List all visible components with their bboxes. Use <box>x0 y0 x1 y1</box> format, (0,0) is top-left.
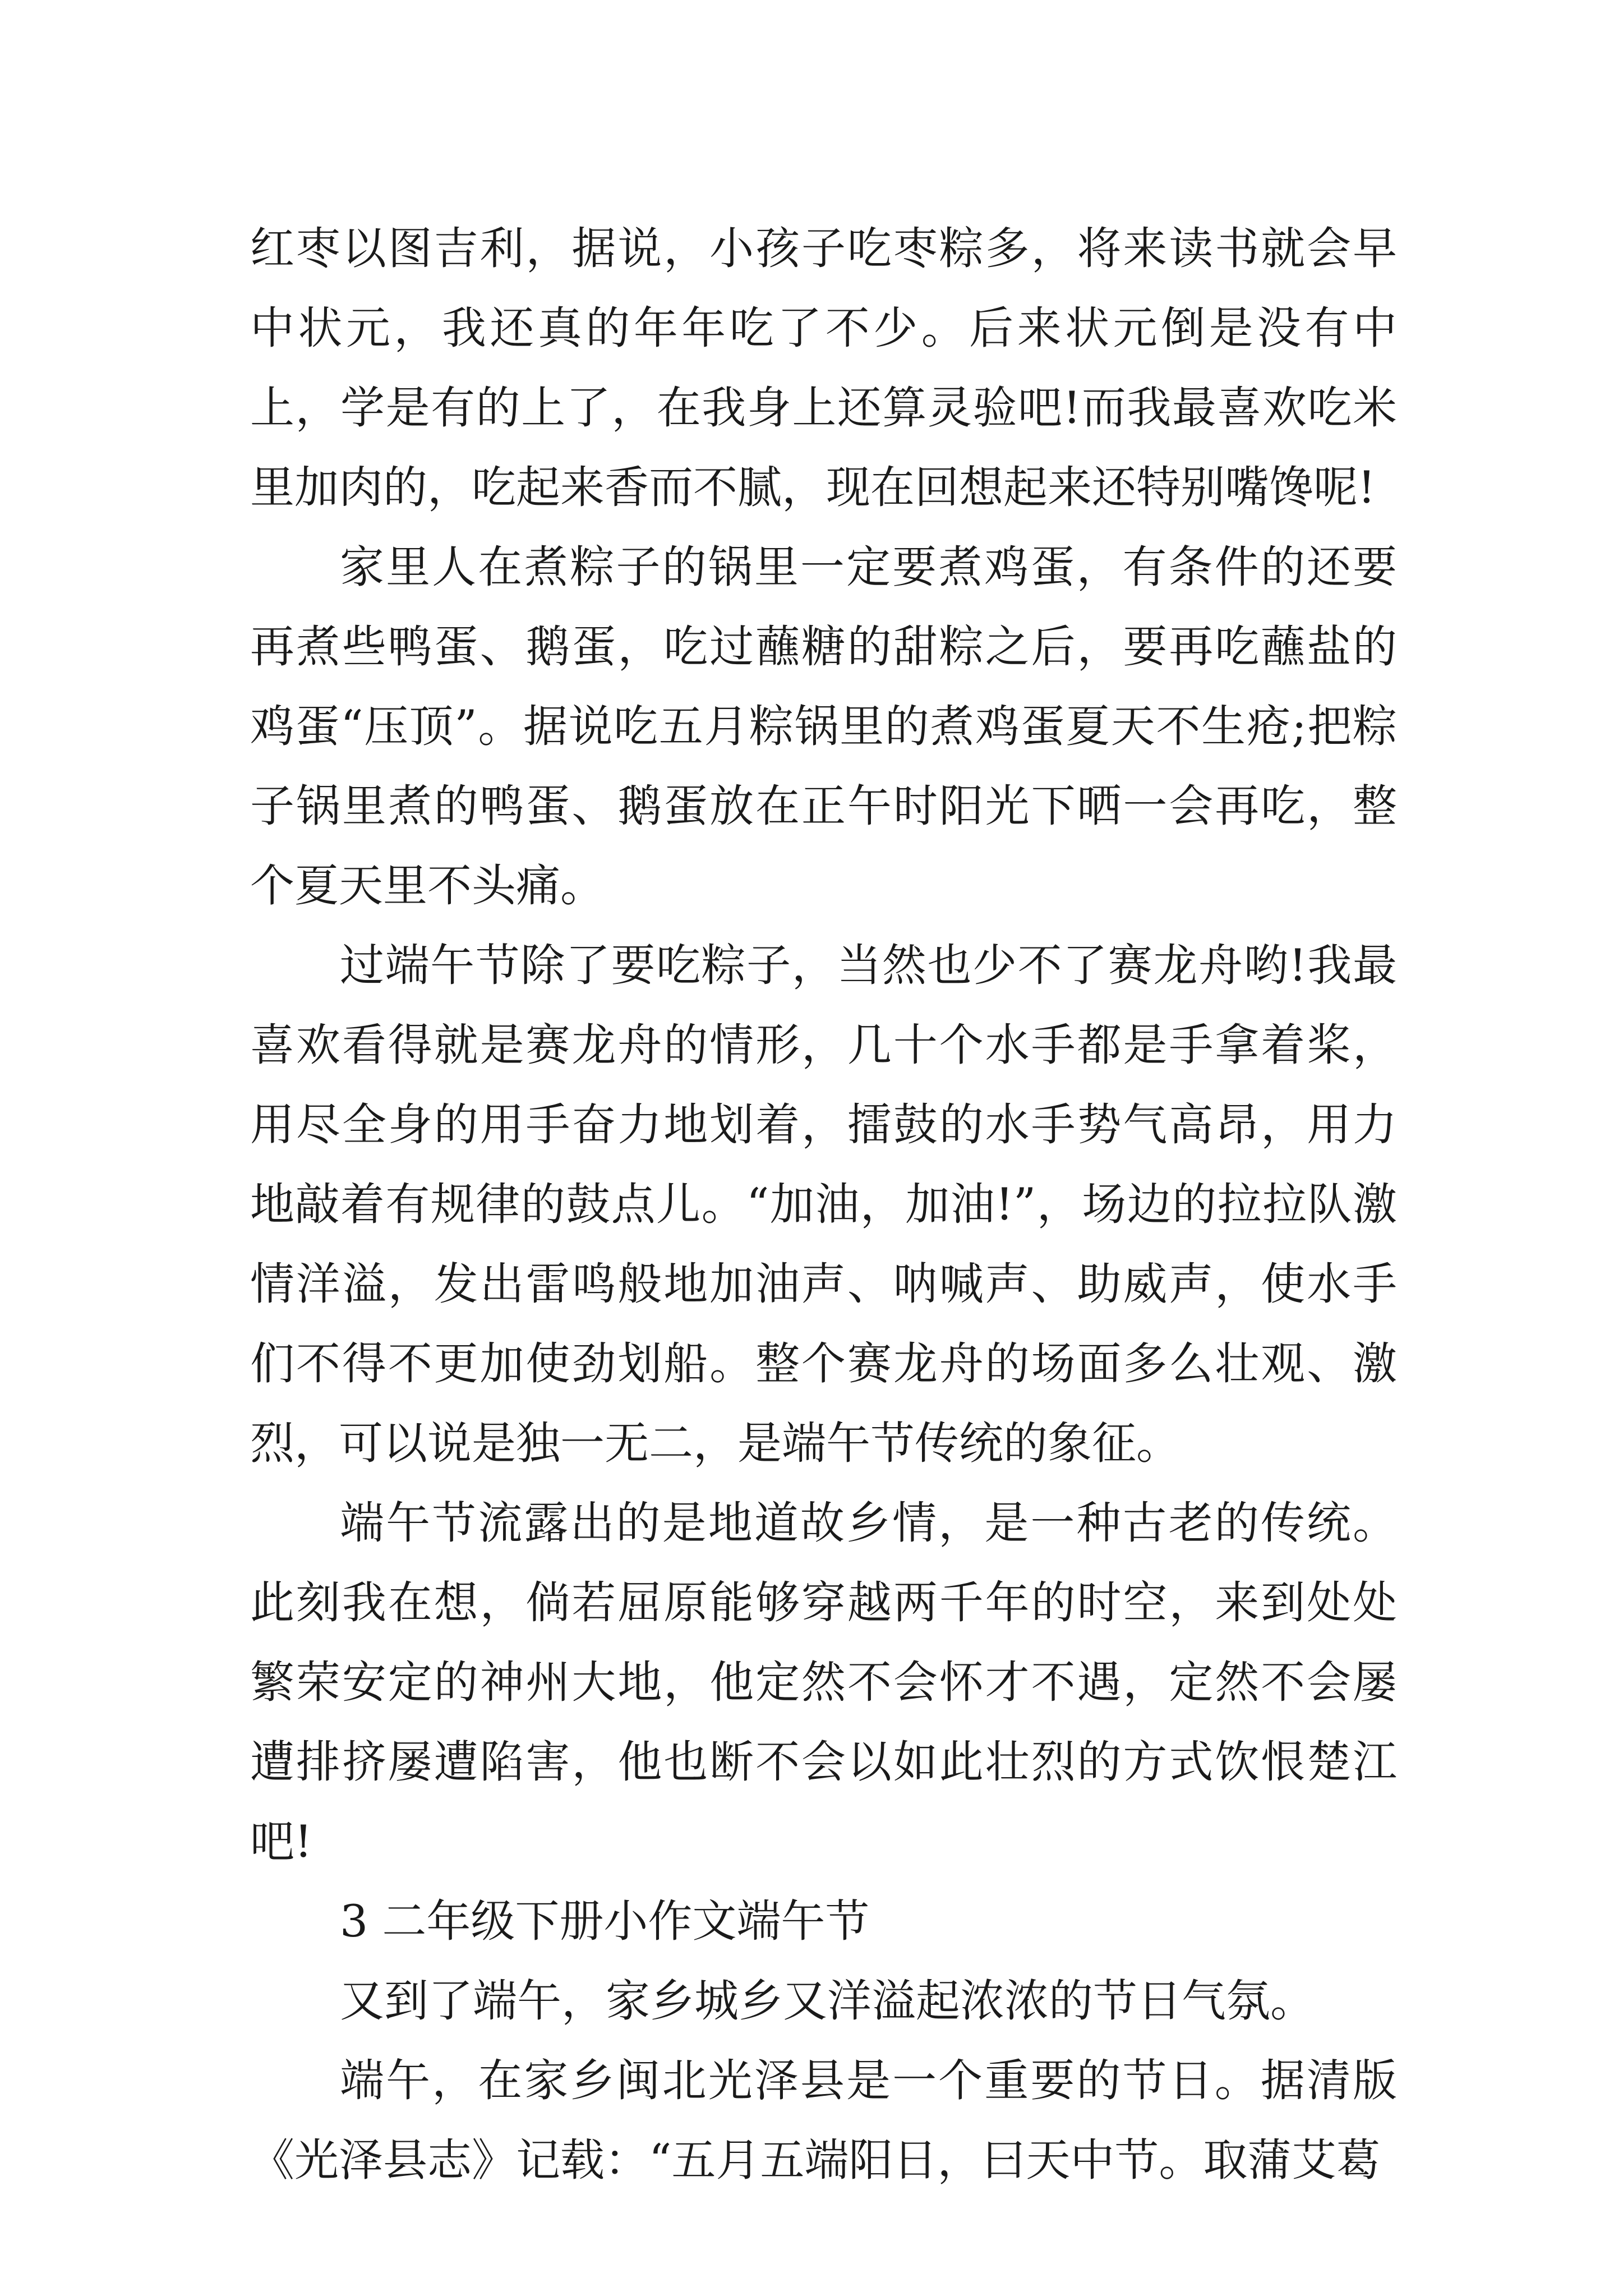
paragraph-dragon-boat: 过端午节除了要吃粽子，当然也少不了赛龙舟哟!我最喜欢看得就是赛龙舟的情形，几十个水手都是手拿着桨，用尽全身的用手奋力地划着，擂鼓的水手势气高昂，用力地敲着有规律的鼓点儿。“加油，加油!”，场边的拉拉队激情洋溢，发出雷鸣般地加油声、呐喊声、助威声，使水手们不得不更加使劲划船。整个赛龙舟的场面多么壮观、激烈，可以说是独一无二，是端午节传统的象征。 <box>250 940 1397 1469</box>
paragraph-qu-yuan: 端午节流露出的是地道故乡情，是一种古老的传统。此刻我在想，倘若屈原能够穿越两千年的时空，来到处处繁荣安定的神州大地，他定然不会怀才不遇，定然不会屡遭排挤屡遭陷害，他也断不会以如此壮烈的方式饮恨楚江吧! <box>250 1497 1397 1867</box>
document-body <box>250 209 1397 2200</box>
paragraph-guangze: 端午，在家乡闽北光泽县是一个重要的节日。据清版《光泽县志》记载：“五月五端阳日，曰天中节。取蒲艾葛 <box>250 2055 1397 2186</box>
section-heading: 3 二年级下册小作文端午节 <box>340 1895 870 1947</box>
paragraph-eggs: 家里人在煮粽子的锅里一定要煮鸡蛋，有条件的还要再煮些鸭蛋、鹅蛋，吃过蘸糖的甜粽之后，要再吃蘸盐的鸡蛋“压顶”。据说吃五月粽锅里的煮鸡蛋夏天不生疮;把粽子锅里煮的鸭蛋、鹅蛋放在正午时阳光下晒一会再吃，整个夏天里不头痛。 <box>250 541 1397 912</box>
paragraph-zongzi-dates: 红枣以图吉利，据说，小孩子吃枣粽多，将来读书就会早中状元，我还真的年年吃了不少。后来状元倒是没有中上，学是有的上了，在我身上还算灵验吧!而我最喜欢吃米里加肉的，吃起来香而不腻，现在回想起来还特别嘴馋呢! <box>250 223 1397 513</box>
paragraph-festival-atmosphere: 又到了端午，家乡城乡又洋溢起浓浓的节日气氛。 <box>340 1975 1315 2027</box>
